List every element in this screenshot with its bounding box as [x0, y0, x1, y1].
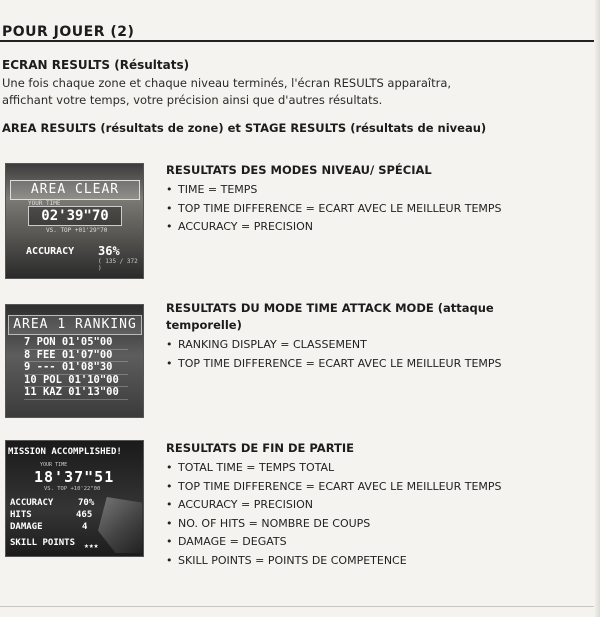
- stat-value: 4: [82, 522, 88, 532]
- your-time-value: 02'39"70: [28, 206, 122, 226]
- total-time-value: 18'37"51: [34, 468, 115, 486]
- caption-title: RESULTATS DE FIN DE PARTIE: [166, 441, 355, 455]
- caption-time-attack: [166, 300, 591, 373]
- ranking-row: 8 FEE 01'07"00: [24, 350, 128, 363]
- top-time-diff: VS. TOP +10'22"00: [44, 486, 101, 492]
- ranking-row: 10 POL 01'10"00: [24, 375, 128, 388]
- caption-list: [166, 459, 591, 570]
- header-divider: [0, 40, 600, 42]
- stat-label: HITS: [10, 510, 32, 520]
- intro-line: Une fois chaque zone et chaque niveau terminés, l'écran RESULTS apparaîtra,: [2, 76, 452, 90]
- caption-item: • TOP TIME DIFFERENCE = ECART AVEC LE MEILLEUR TEMPS: [166, 478, 591, 497]
- ranking-row: 7 PON 01'05"00: [24, 337, 128, 350]
- your-time-label: YOUR TIME: [28, 200, 61, 207]
- top-time-diff: VS. TOP +01'29"70: [46, 227, 108, 234]
- stat-label: SKILL POINTS: [10, 538, 76, 548]
- caption-title: RESULTATS DES MODES NIVEAU/ SPÉCIAL: [166, 163, 432, 177]
- accuracy-detail: ( 135 / 372 ): [98, 258, 138, 272]
- area-ranking-banner: AREA 1 RANKING: [8, 315, 142, 335]
- stat-label: ACCURACY: [10, 498, 54, 508]
- area-clear-banner: AREA CLEAR: [10, 180, 140, 200]
- subsection-title: AREA RESULTS (résultats de zone) et STAGE RESULTS (résultats de niveau): [2, 121, 487, 135]
- caption-item: • SKILL POINTS = POINTS DE COMPETENCE: [166, 552, 591, 571]
- page-right-edge: [594, 0, 600, 617]
- area-clear-screenshot: [5, 163, 144, 279]
- mission-accomplished-screenshot: [5, 440, 144, 557]
- caption-item: • DAMAGE = DEGATS: [166, 533, 591, 552]
- stat-value: 465: [76, 510, 93, 520]
- ranking-list: [24, 337, 128, 400]
- page-header-title: POUR JOUER (2): [2, 24, 135, 40]
- intro-paragraph: [2, 75, 596, 109]
- ranking-row: 9 --- 01'08"30: [24, 362, 128, 375]
- caption-list: [166, 181, 591, 237]
- gun-graphic: [98, 497, 142, 553]
- caption-end-game: [166, 440, 591, 570]
- accuracy-value: 36%: [98, 244, 120, 258]
- caption-item: • TIME = TEMPS: [166, 181, 591, 200]
- stat-value: 70%: [78, 498, 95, 508]
- caption-item: • ACCURACY = PRECISION: [166, 496, 591, 515]
- caption-item: • RANKING DISPLAY = CLASSEMENT: [166, 336, 591, 355]
- caption-title: RESULTATS DU MODE TIME ATTACK MODE (attaque: [166, 301, 494, 315]
- your-time-label: YOUR TIME: [40, 462, 68, 468]
- caption-item: • TOTAL TIME = TEMPS TOTAL: [166, 459, 591, 478]
- accuracy-label: ACCURACY: [26, 246, 75, 257]
- stat-value: ★★★: [84, 541, 99, 550]
- caption-item: • ACCURACY = PRECISION: [166, 218, 591, 237]
- caption-item: • TOP TIME DIFFERENCE = ECART AVEC LE MEILLEUR TEMPS: [166, 355, 591, 374]
- ranking-row: 11 KAZ 01'13"00: [24, 387, 128, 400]
- caption-item: • TOP TIME DIFFERENCE = ECART AVEC LE MEILLEUR TEMPS: [166, 200, 591, 219]
- caption-list: [166, 336, 591, 373]
- area-ranking-screenshot: [5, 304, 144, 418]
- page-bottom-edge: [0, 606, 600, 607]
- mission-title: MISSION ACCOMPLISHED!: [8, 447, 122, 457]
- intro-line: affichant votre temps, votre précision ainsi que d'autres résultats.: [2, 93, 383, 107]
- caption-item: • NO. OF HITS = NOMBRE DE COUPS: [166, 515, 591, 534]
- stat-label: DAMAGE: [10, 522, 43, 532]
- caption-title-cont: temporelle): [166, 318, 242, 332]
- section-title: ECRAN RESULTS (Résultats): [2, 58, 190, 72]
- caption-level-special: [166, 162, 591, 237]
